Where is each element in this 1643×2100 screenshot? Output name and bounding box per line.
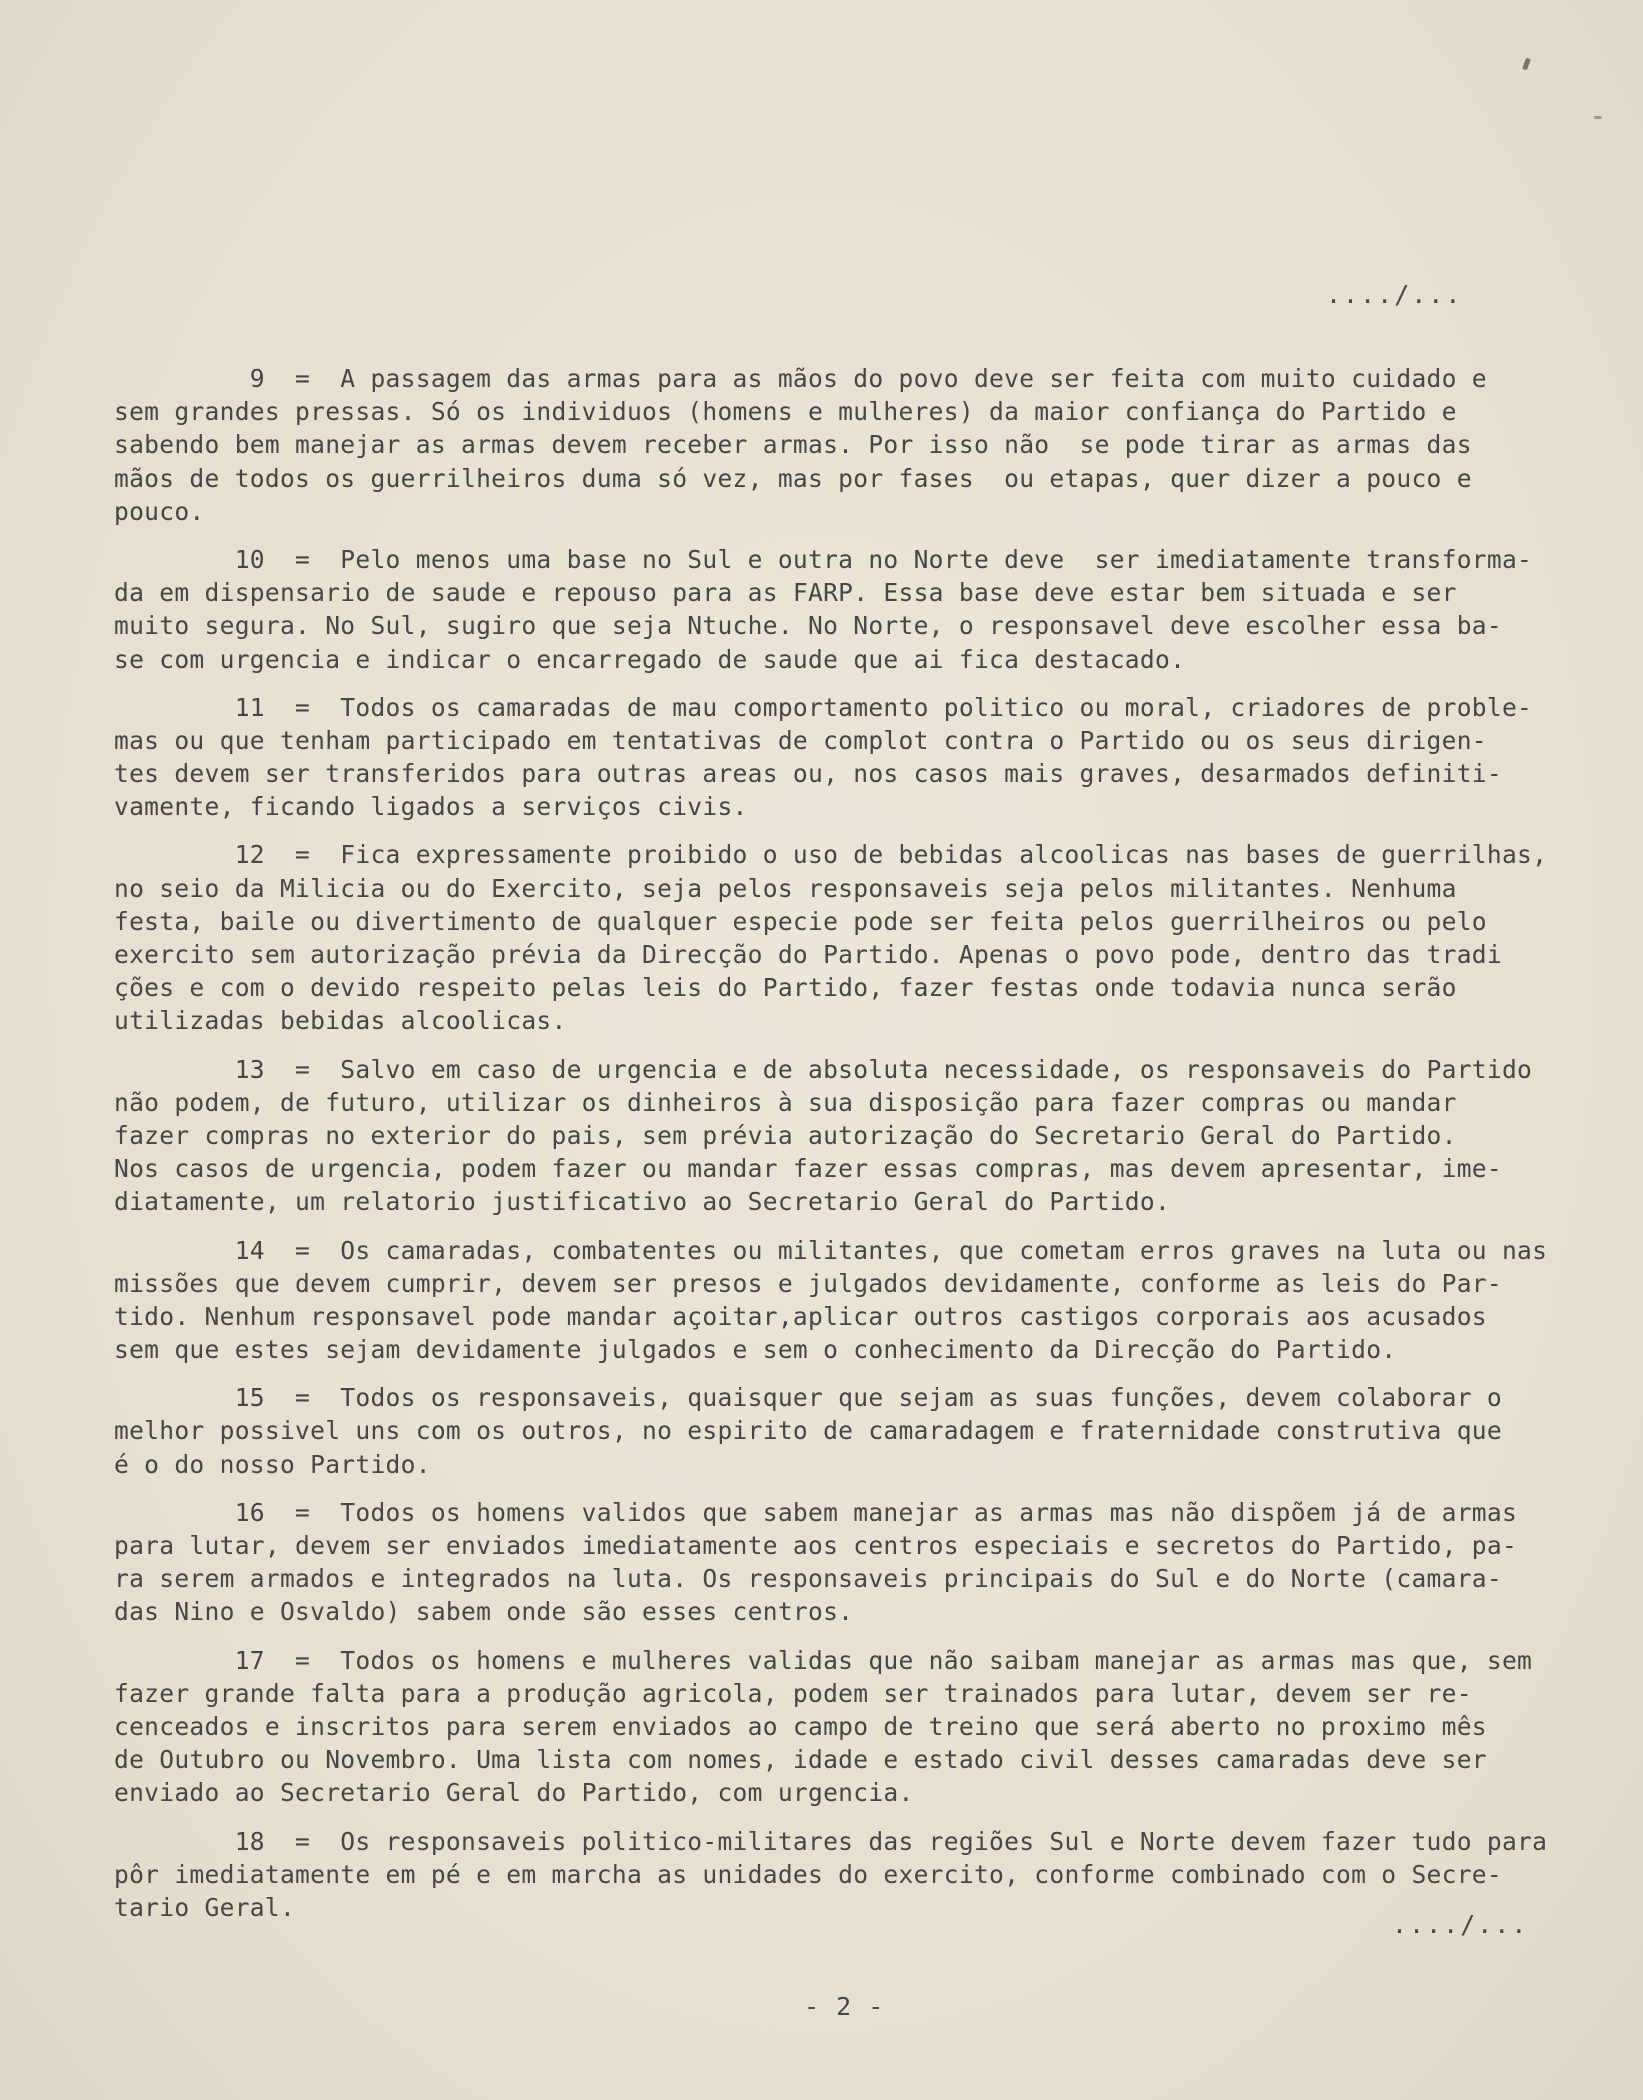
paragraph-11 [114, 691, 1568, 824]
paragraph-15 [114, 1381, 1568, 1481]
text-line: melhor possivel uns com os outros, no espirito de camaradagem e fraternidade construtiva que [114, 1416, 1502, 1446]
text-line: missões que devem cumprir, devem ser presos e julgados devidamente, conforme as leis do Par- [114, 1268, 1502, 1298]
text-line: é o do nosso Partido. [114, 1449, 431, 1479]
continuation-marker-top: ..../... [1326, 280, 1463, 309]
text-line: 15 = Todos os responsaveis, quaisquer que sejam as suas funções, devem colaborar o [114, 1383, 1502, 1413]
continuation-marker-bottom: ..../... [1392, 1910, 1529, 1939]
text-line: fazer compras no exterior do pais, sem prévia autorização do Secretario Geral do Partido. [114, 1120, 1457, 1150]
text-line: 17 = Todos os homens e mulheres validas que não saibam manejar as armas mas que, sem [114, 1645, 1533, 1675]
text-line: 12 = Fica expressamente proibido o uso de bebidas alcoolicas nas bases de guerrilhas, [114, 840, 1548, 870]
paragraph-17 [114, 1644, 1568, 1810]
text-line: cenceados e inscritos para serem enviados ao campo de treino que será aberto no proximo mês [114, 1711, 1487, 1741]
text-line: não podem, de futuro, utilizar os dinheiros à sua disposição para fazer compras ou mandar [114, 1087, 1457, 1117]
text-line: vamente, ficando ligados a serviços civis. [114, 792, 748, 822]
text-line: pouco. [114, 496, 205, 526]
paragraph-10 [114, 543, 1568, 676]
text-line: enviado ao Secretario Geral do Partido, com urgencia. [114, 1778, 914, 1808]
text-line: tario Geral. [114, 1892, 296, 1922]
text-line: sabendo bem manejar as armas devem receber armas. Por isso não se pode tirar as armas das [114, 430, 1472, 460]
page-number: - 2 - [804, 1992, 885, 2021]
text-line: 11 = Todos os camaradas de mau comportamento politico ou moral, criadores de proble- [114, 692, 1533, 722]
paragraph-12 [114, 838, 1568, 1037]
text-line: exercito sem autorização prévia da Direcção do Partido. Apenas o povo pode, dentro das tradi [114, 940, 1502, 969]
text-line: mas ou que tenham participado em tentativas de complot contra o Partido ou os seus dirigen- [114, 725, 1487, 755]
text-line: Nos casos de urgencia, podem fazer ou mandar fazer essas compras, mas devem apresentar, ime- [114, 1154, 1502, 1184]
text-line: no seio da Milicia ou do Exercito, seja pelos responsaveis seja pelos militantes. Nenhuma [114, 873, 1457, 903]
paragraph-16 [114, 1496, 1568, 1629]
text-line: pôr imediatamente em pé e em marcha as unidades do exercito, conforme combinado com o Secre- [114, 1859, 1502, 1889]
text-line: das Nino e Osvaldo) sabem onde são esses centros. [114, 1597, 854, 1627]
text-line: 13 = Salvo em caso de urgencia e de absoluta necessidade, os responsaveis do Partido [114, 1054, 1533, 1084]
text-line: 9 = A passagem das armas para as mãos do povo deve ser feita com muito cuidado e [114, 364, 1487, 393]
text-line: para lutar, devem ser enviados imediatamente aos centros especiais e secretos do Partido, pa- [114, 1531, 1518, 1560]
ink-mark [1594, 116, 1602, 119]
text-line: utilizadas bebidas alcoolicas. [114, 1006, 567, 1036]
paragraph-9 [114, 362, 1568, 528]
text-line: se com urgencia e indicar o encarregado de saude que ai fica destacado. [114, 644, 1186, 674]
text-line: fazer grande falta para a produção agricola, podem ser trainados para lutar, devem ser re- [114, 1678, 1472, 1708]
text-line: 14 = Os camaradas, combatentes ou militantes, que cometam erros graves na luta ou nas [114, 1235, 1548, 1265]
text-line: 10 = Pelo menos uma base no Sul e outra no Norte deve ser imediatamente transforma- [114, 544, 1533, 574]
text-line: da em dispensario de saude e repouso para as FARP. Essa base deve estar bem situada e ser [114, 578, 1457, 608]
text-line: mãos de todos os guerrilheiros duma só vez, mas por fases ou etapas, quer dizer a pouco e [114, 463, 1472, 493]
text-line: ções e com o devido respeito pelas leis do Partido, fazer festas onde todavia nunca serão [114, 973, 1457, 1003]
paragraph-18 [114, 1825, 1568, 1925]
text-line: ra serem armados e integrados na luta. Os responsaveis principais do Sul e do Norte (camara- [114, 1564, 1502, 1594]
paragraph-14 [114, 1234, 1568, 1367]
document-body [114, 362, 1568, 1939]
text-line: festa, baile ou divertimento de qualquer especie pode ser feita pelos guerrilheiros ou pelo [114, 906, 1487, 936]
text-line: 16 = Todos os homens validos que sabem manejar as armas mas não dispõem já de armas [114, 1497, 1518, 1527]
text-line: de Outubro ou Novembro. Uma lista com nomes, idade e estado civil desses camaradas deve ser [114, 1745, 1487, 1775]
text-line: tes devem ser transferidos para outras areas ou, nos casos mais graves, desarmados definiti- [114, 759, 1502, 789]
text-line: muito segura. No Sul, sugiro que seja Ntuche. No Norte, o responsavel deve escolher essa ba- [114, 611, 1502, 641]
text-line: diatamente, um relatorio justificativo ao Secretario Geral do Partido. [114, 1187, 1171, 1217]
text-line: tido. Nenhum responsavel pode mandar açoitar,aplicar outros castigos corporais aos acusados [114, 1301, 1487, 1331]
text-line: 18 = Os responsaveis politico-militares das regiões Sul e Norte devem fazer tudo para [114, 1826, 1548, 1856]
text-line: sem grandes pressas. Só os individuos (homens e mulheres) da maior confiança do Partido e [114, 397, 1457, 427]
text-line: sem que estes sejam devidamente julgados e sem o conhecimento da Direcção do Partido. [114, 1335, 1397, 1365]
paragraph-13 [114, 1053, 1568, 1219]
